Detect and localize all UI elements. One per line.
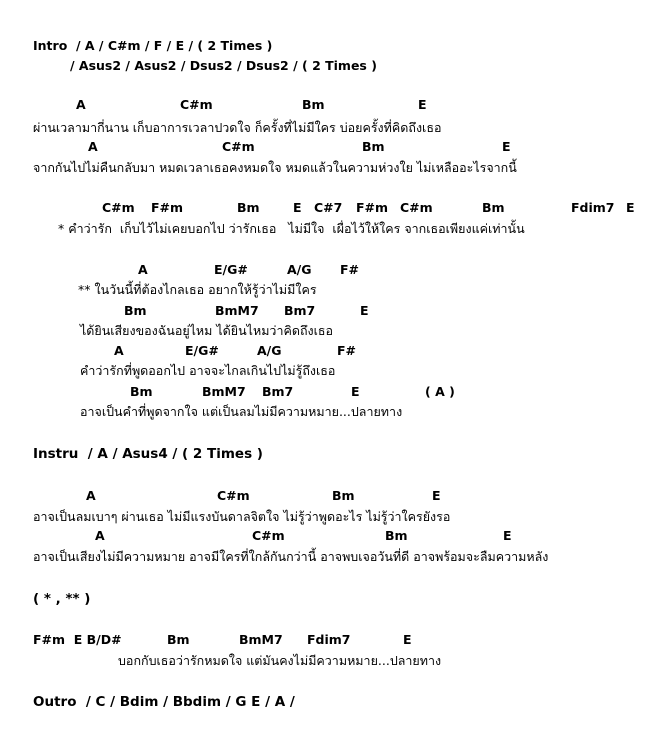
chord: Bm7 xyxy=(262,384,294,399)
lyric-line: ** ในวันนี้ที่ต้องไกลเธอ อยากให้รู้ว่าไม่มีใคร xyxy=(78,282,317,297)
chord: Bm xyxy=(302,97,325,112)
chord: A xyxy=(138,262,148,277)
lyric-line: อาจเป็นเสียงไม่มีความหมาย อาจมีใครที่ใกล้กันกว่านี้ อาจพบเจอวันที่ดี อาจพร้อมจะลืมความหลัง xyxy=(33,549,549,564)
chord: E xyxy=(502,139,511,154)
lyric-line: * คำว่ารัก เก็บไว้ไม่เคยบอกไป ว่ารักเธอ ไม่มีใจ เผื่อไว้ให้ใคร จากเธอเพียงแค่เท่านั้น xyxy=(58,221,525,236)
chord: BmM7 xyxy=(239,632,283,647)
chord: C#m xyxy=(180,97,213,112)
chord: C#m xyxy=(102,200,135,215)
intro-line-1: Intro / A / C#m / F / E / ( 2 Times ) xyxy=(33,38,273,53)
chord: E/G# xyxy=(185,343,219,358)
chord: E xyxy=(626,200,635,215)
chord: Bm xyxy=(385,528,408,543)
chord: Bm xyxy=(130,384,153,399)
chord: C#m xyxy=(222,139,255,154)
chord: F#m xyxy=(151,200,184,215)
chord: F# xyxy=(340,262,360,277)
chord: Fdim7 xyxy=(571,200,615,215)
lyric-line: คำว่ารักที่พูดออกไป อาจจะไกลเกินไปไม่รู้ถึงเธอ xyxy=(80,363,336,378)
chord: Bm xyxy=(332,488,355,503)
chord: E xyxy=(432,488,441,503)
chord: E xyxy=(418,97,427,112)
chord: A/G xyxy=(257,343,282,358)
chord: Bm xyxy=(482,200,505,215)
chord: A xyxy=(114,343,124,358)
instru-line: Instru / A / Asus4 / ( 2 Times ) xyxy=(33,446,263,462)
chord: C#m xyxy=(400,200,433,215)
chord: A/G xyxy=(287,262,312,277)
chord: C#m xyxy=(252,528,285,543)
chord: Bm xyxy=(124,303,147,318)
chord: Bm xyxy=(237,200,260,215)
chord: BmM7 xyxy=(202,384,246,399)
chord: Bm xyxy=(167,632,190,647)
chord: E xyxy=(351,384,360,399)
chord: E/G# xyxy=(214,262,248,277)
lyric-line: ได้ยินเสียงของฉันอยู่ไหม ได้ยินไหมว่าคิดถึงเธอ xyxy=(80,323,334,338)
chord: BmM7 xyxy=(215,303,259,318)
outro-line: Outro / C / Bdim / Bbdim / G E / A / xyxy=(33,694,295,710)
chord: A xyxy=(88,139,98,154)
chord: A xyxy=(86,488,96,503)
lyric-line: อาจเป็นลมเบาๆ ผ่านเธอ ไม่มีแรงบันดาลจิตใจ ไม่รู้ว่าพูดอะไร ไม่รู้ว่าใครยังรอ xyxy=(33,509,451,524)
chord: A xyxy=(76,97,86,112)
chord: E xyxy=(360,303,369,318)
chord: A xyxy=(95,528,105,543)
chord: E xyxy=(403,632,412,647)
chord: F#m E B/D# xyxy=(33,632,122,647)
chord: Bm xyxy=(362,139,385,154)
lyric-line: บอกกับเธอว่ารักหมดใจ แต่มันคงไม่มีความหมาย...ปลายทาง xyxy=(118,653,442,668)
lyric-line: อาจเป็นคำที่พูดจากใจ แต่เป็นลมไม่มีความหมาย...ปลายทาง xyxy=(80,404,403,419)
chord: C#7 xyxy=(314,200,343,215)
chord: ( A ) xyxy=(425,384,455,399)
chord: F#m xyxy=(356,200,389,215)
chord: Fdim7 xyxy=(307,632,351,647)
intro-line-2: / Asus2 / Asus2 / Dsus2 / Dsus2 / ( 2 Times ) xyxy=(70,58,377,73)
repeat-marker: ( * , ** ) xyxy=(33,591,91,607)
chord: C#m xyxy=(217,488,250,503)
lyric-line: ผ่านเวลามากี่นาน เก็บอาการเวลาปวดใจ ก็ครั้งที่ไม่มีใคร บ่อยครั้งที่คิดถึงเธอ xyxy=(33,120,442,135)
chord: Bm7 xyxy=(284,303,316,318)
chord: F# xyxy=(337,343,357,358)
chord: E xyxy=(293,200,302,215)
lyric-line: จากกันไปไม่คืนกลับมา หมดเวลาเธอคงหมดใจ หมดแล้วในความห่วงใย ไม่เหลืออะไรจากนี้ xyxy=(33,160,517,175)
chord: E xyxy=(503,528,512,543)
